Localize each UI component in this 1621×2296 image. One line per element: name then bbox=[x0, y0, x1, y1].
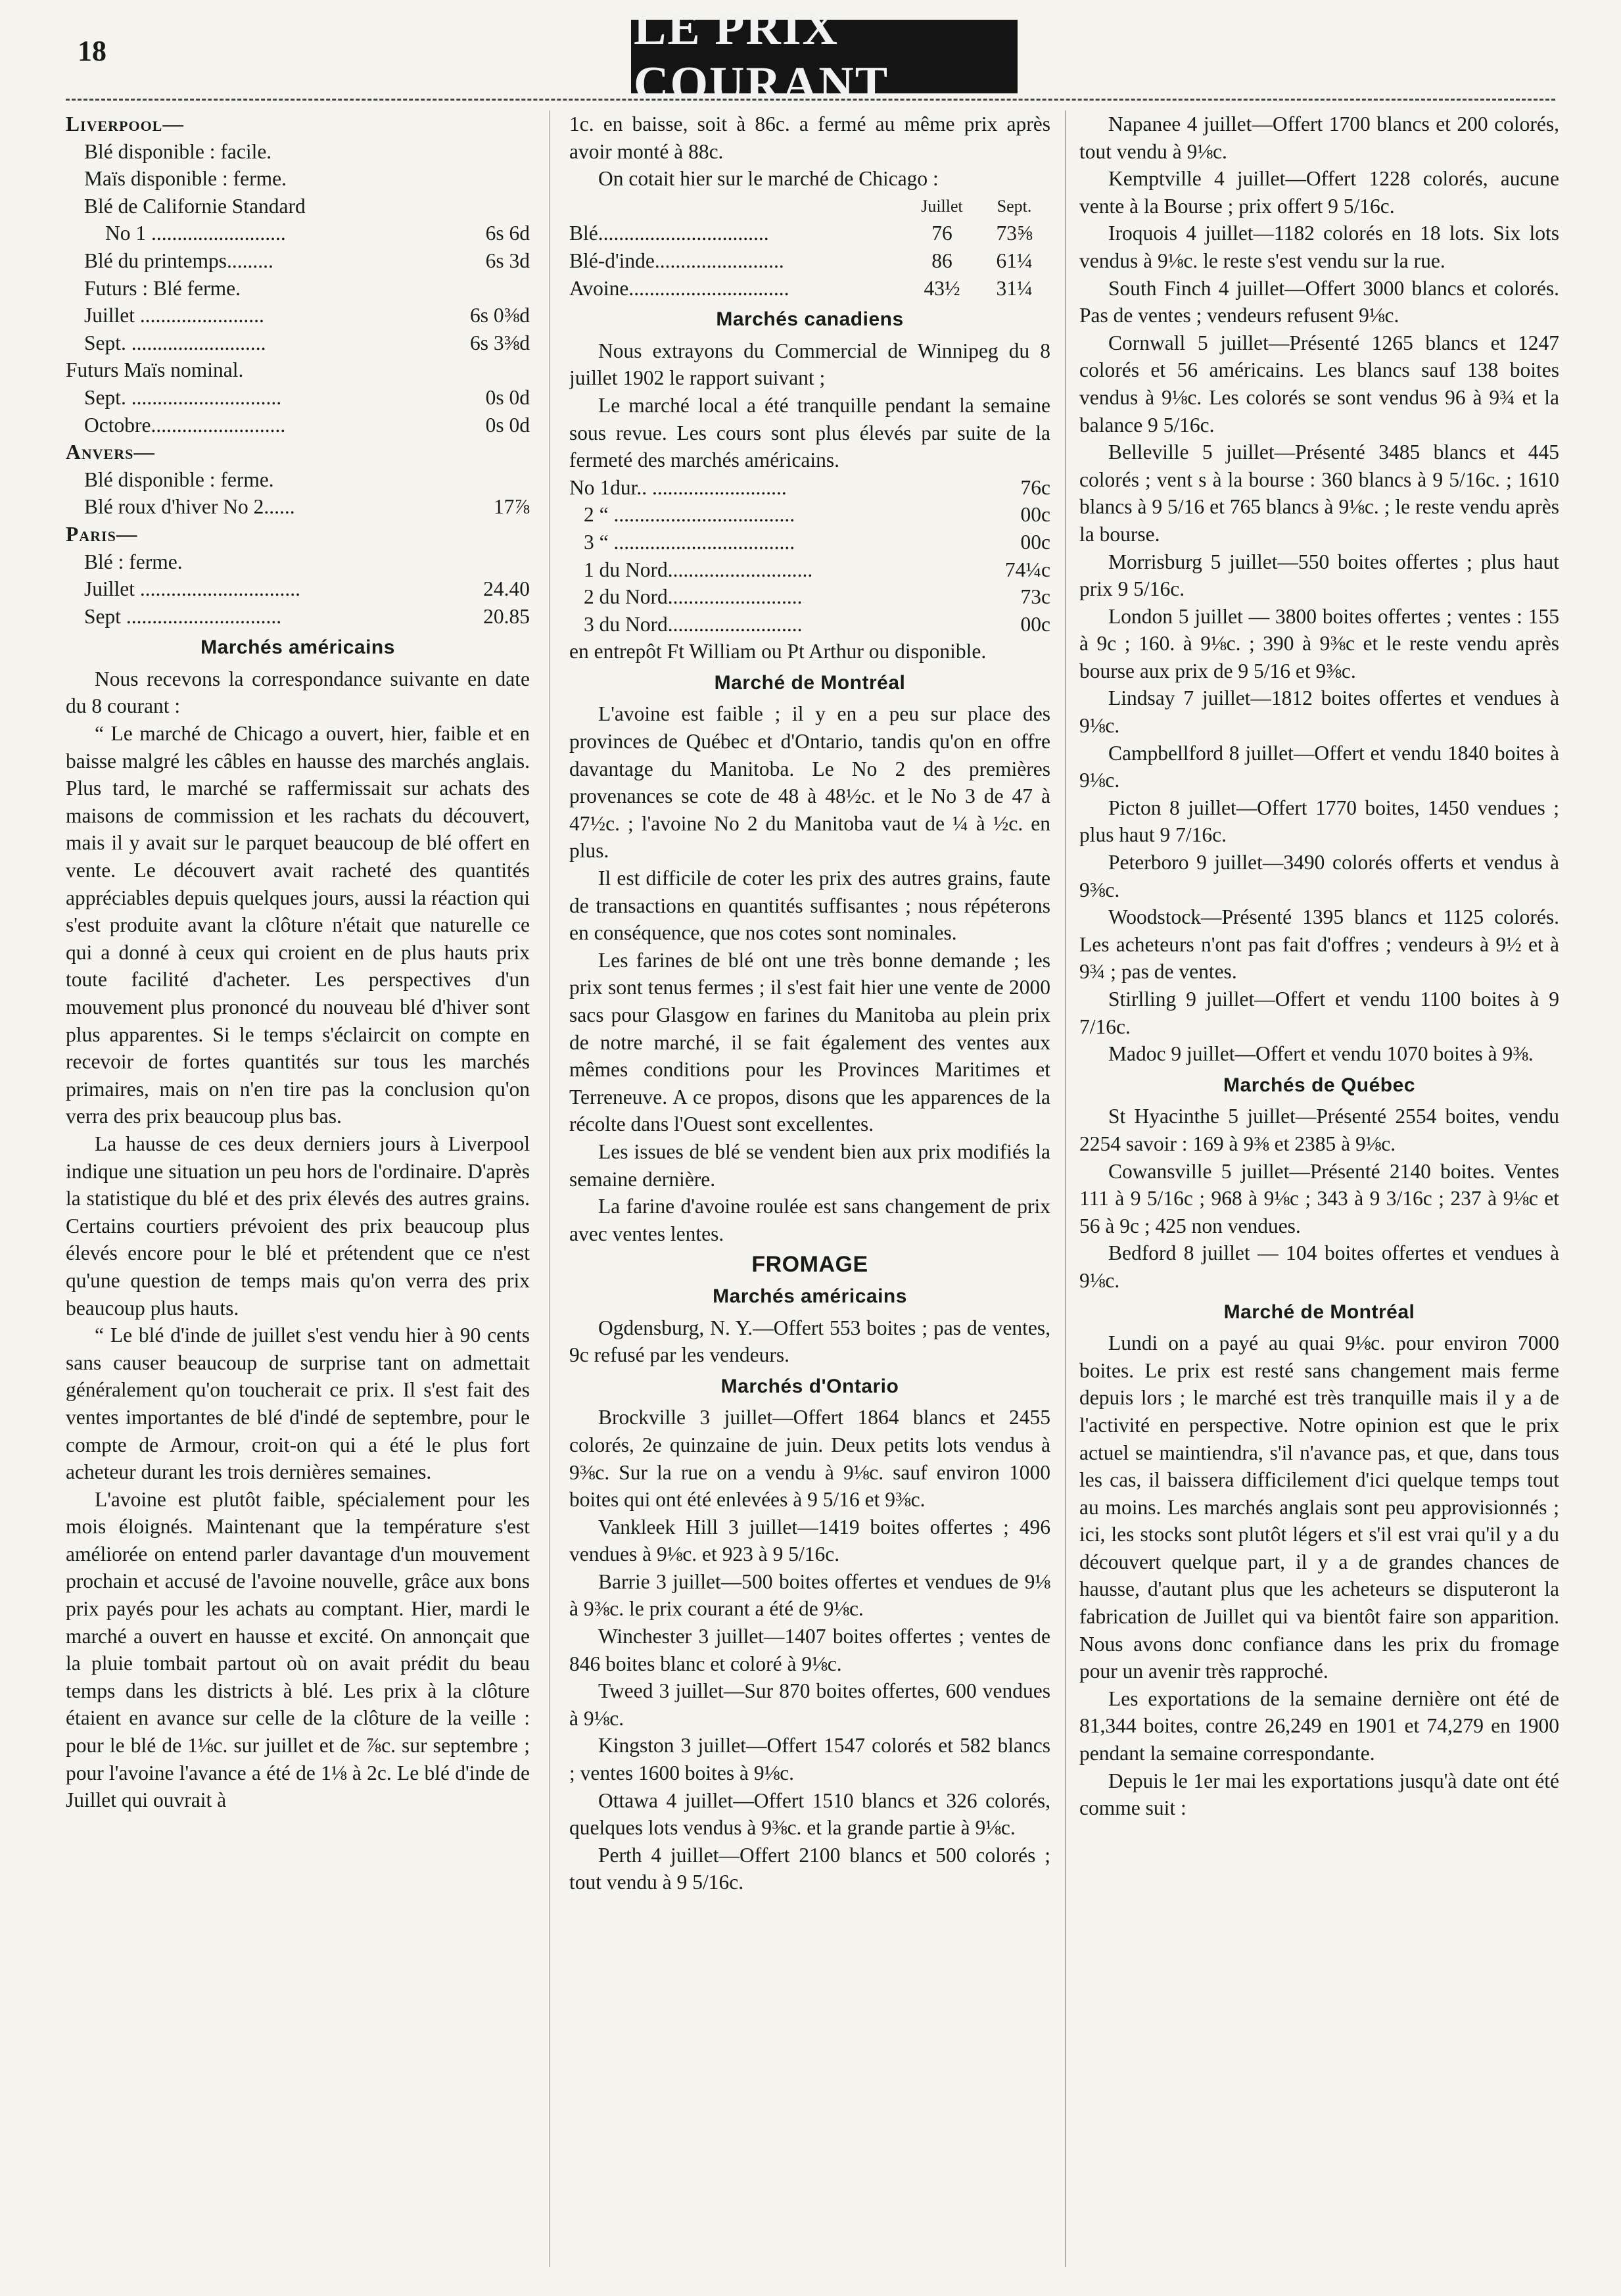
price-line: Juillet ........................ 6s 0⅜d bbox=[84, 304, 530, 327]
market-report: Stirlling 9 juillet—Offert et vendu 1100 boites à 9 7/16c. bbox=[1079, 988, 1559, 1038]
article-paragraph: La hausse de ces deux derniers jours à Liverpool indique une situation un peu hors de l'ordinaire. D'après la statistique du blé et des prix élevés des autres grains. Certains courtiers prévoient des prix beaucoup plus élevés encore pour le blé et prétendent que ce n'est qu'une question de temps mais qu'on verra des prix beaucoup plus hauts. bbox=[66, 1132, 530, 1320]
liverpool-lines bbox=[66, 138, 530, 439]
section-anvers: Anvers— bbox=[66, 441, 155, 464]
market-report: Cornwall 5 juillet—Présenté 1265 blancs et 1247 colorés et 56 américains. Les blancs sauf 138 boites vendus à 9⅛c. Les colorés se sont vendus 96 à 9¾ et la balance 9 5/16c. bbox=[1079, 331, 1559, 437]
price-line: Futurs Maïs nominal. bbox=[66, 358, 244, 382]
article-paragraph: en entrepôt Ft William ou Pt Arthur ou disponible. bbox=[569, 640, 987, 663]
heading-marches-quebec: Marchés de Québec bbox=[1223, 1074, 1415, 1096]
masthead-logo: LE PRIX COURANT bbox=[631, 20, 1018, 93]
column-3 bbox=[1079, 110, 1559, 2274]
article-paragraph: Nous extrayons du Commercial de Winnipeg du 8 juillet 1902 le rapport suivant ; bbox=[569, 339, 1050, 390]
market-report: Vankleek Hill 3 juillet—1419 boites offertes ; 496 vendues à 9⅛c. et 923 à 9 5/16c. bbox=[569, 1515, 1050, 1566]
heading-marches-americains: Marchés américains bbox=[200, 636, 395, 659]
price-line: Blé du printemps......... 6s 3d bbox=[84, 249, 530, 272]
price-line: Blé de Californie Standard bbox=[84, 194, 306, 218]
heading-marche-montreal-fromage: Marché de Montréal bbox=[1223, 1301, 1415, 1323]
market-report: Winchester 3 juillet—1407 boites offertes ; ventes de 846 boites blanc et coloré à 9⅛c. bbox=[569, 1625, 1050, 1675]
article-paragraph: “ Le blé d'inde de juillet s'est vendu hier à 90 cents sans causer beaucoup de surprise tant on admettait généralement qu'on toucherait ce prix. Il s'est fait des ventes importantes de blé d'indé de septembre, pour le compte de Armour, croit-on qui a été le plus fort acheteur durant les trois dernières semaines. bbox=[66, 1324, 530, 1484]
article-paragraph: “ Le marché de Chicago a ouvert, hier, faible et en baisse malgré les câbles en hausse des marchés anglais. Plus tard, le marché se raffermissait sur achats des maisons de commission et les rachats du découvert, mais il y avait sur le parquet beaucoup de blé offert en vente. Le découvert avait racheté des quantités appréciables depuis quelques jours, aussi la réaction qui s'est produite avant la clôture n'était que naturelle ce qui a donné à ceux qui croient en de plus hauts prix toute facilité d'acheter. Les perspectives d'un mouvement plus prononcé du nouveau blé d'hiver sont plus apparentes. Si le temps s'éclaircit on compte en recevoir de fortes quantités sur tous les marchés primaires, mais on n'en tire pas la conclusion qu'on verra des prix beaucoup plus bas. bbox=[66, 722, 530, 1128]
article-paragraph: La farine d'avoine roulée est sans changement de prix avec ventes lentes. bbox=[569, 1195, 1050, 1245]
article-paragraph: Depuis le 1er mai les exportations jusqu'à date ont été comme suit : bbox=[1079, 1769, 1559, 1820]
price-line: No 1dur.. .......................... 76c bbox=[569, 475, 1050, 499]
table-row: Avoine............................... 43½ 31¼ bbox=[569, 276, 1033, 300]
article-paragraph: Les farines de blé ont une très bonne demande ; les prix sont tenus fermes ; il s'est fait hier une vente de 2000 sacs pour Glasgow en farines du Manitoba au plein prix de notre marché, il se fait également des ventes aux mêmes conditions pour les Provinces Maritimes et Terreneuve. A ce propos, disons que les apparences de la récolte dans l'Ouest sont excellentes. bbox=[569, 948, 1050, 1136]
heading-marches-canadiens: Marchés canadiens bbox=[716, 308, 904, 331]
market-report: Iroquois 4 juillet—1182 colorés en 18 lots. Six lots vendus à 9⅛c. le reste s'est vendu sur la rue. bbox=[1079, 222, 1559, 272]
price-line: Octobre.......................... 0s 0d bbox=[84, 413, 530, 437]
article-paragraph: On cotait hier sur le marché de Chicago : bbox=[598, 167, 939, 191]
price-line: Blé roux d'hiver No 2...... 17⅞ bbox=[84, 495, 530, 519]
column-2 bbox=[569, 110, 1050, 2274]
market-report: Cowansville 5 juillet—Présenté 2140 boites. Ventes 111 à 9 5/16c ; 968 à 9⅛c ; 343 à 9 3/16c ; 237 à 9⅛c et 56 à 9c ; 425 non vendues. bbox=[1079, 1159, 1559, 1237]
column-1 bbox=[66, 110, 530, 2274]
price-line: Juillet ............................... 24.40 bbox=[84, 577, 530, 601]
market-report: Madoc 9 juillet—Offert et vendu 1070 boites à 9⅜. bbox=[1108, 1042, 1534, 1066]
chicago-table bbox=[569, 193, 1050, 302]
chicago-table-header: Juillet Sept. bbox=[921, 196, 1032, 216]
market-report: Belleville 5 juillet—Présenté 3485 blancs et 445 colorés ; vent s à la bourse : 360 blancs à 9 5/16c. ; 1610 blancs à 9 5/16 et 765 blancs à 9⅛c. ; le reste vendu après la bourse. bbox=[1079, 441, 1559, 546]
market-report: Lindsay 7 juillet—1812 boites offertes et vendues à 9⅛c. bbox=[1079, 686, 1559, 738]
winnipeg-prices bbox=[569, 474, 1050, 638]
table-row: Blé-d'inde......................... 86 61¼ bbox=[569, 249, 1033, 272]
price-line: Sept. ............................. 0s 0d bbox=[84, 385, 530, 409]
price-line: Blé disponible : facile. bbox=[84, 139, 272, 163]
price-line: 2 “ ................................... 00c bbox=[584, 503, 1050, 527]
article-paragraph: L'avoine est faible ; il y en a peu sur place des provinces de Québec et d'Ontario, tandis qu'on en offre davantage du Manitoba. Le No 2 des premières provenances se cote de 48 à 48½c. et le No 3 de 47 à 47½c. ; l'avoine No 2 du Manitoba vaut de ¼ à ½c. en plus. bbox=[569, 702, 1050, 863]
price-line: Maïs disponible : ferme. bbox=[84, 167, 287, 191]
market-report: Napanee 4 juillet—Offert 1700 blancs et 200 colorés, tout vendu à 9⅛c. bbox=[1079, 112, 1559, 163]
market-report: London 5 juillet — 3800 boites offertes ; ventes : 155 à 9c ; 160. à 9⅛c. ; 390 à 9⅜c et le reste vendu après bourse aux prix de 9 5/16 et 9⅜c. bbox=[1079, 604, 1559, 682]
table-row: Blé................................. 76 73⅝ bbox=[569, 222, 1033, 245]
heading-marche-montreal: Marché de Montréal bbox=[714, 671, 906, 694]
price-line: Futurs : Blé ferme. bbox=[84, 276, 241, 300]
section-paris: Paris— bbox=[66, 522, 138, 546]
market-report: Tweed 3 juillet—Sur 870 boites offertes, 600 vendues à 9⅛c. bbox=[569, 1679, 1050, 1730]
market-report: Perth 4 juillet—Offert 2100 blancs et 500 colorés ; tout vendu à 9 5/16c. bbox=[569, 1843, 1050, 1894]
article-paragraph: Le marché local a été tranquille pendant la semaine sous revue. Les cours sont plus élevés par suite de la fermeté des marchés américains. bbox=[569, 393, 1050, 472]
price-line: Blé disponible : ferme. bbox=[84, 467, 274, 491]
price-line: 3 du Nord.......................... 00c bbox=[584, 612, 1050, 636]
market-report: St Hyacinthe 5 juillet—Présenté 2554 boites, vendu 2254 savoir : 169 à 9⅜ et 2385 à 9⅛c. bbox=[1079, 1105, 1559, 1155]
market-report: Picton 8 juillet—Offert 1770 boites, 1450 vendues ; plus haut 9 7/16c. bbox=[1079, 796, 1559, 847]
market-report: Bedford 8 juillet — 104 boites offertes et vendues à 9⅛c. bbox=[1079, 1241, 1559, 1292]
article-paragraph: Lundi on a payé au quai 9⅛c. pour environ 7000 boites. Le prix est resté sans changement mais ferme depuis lors ; le marché est très tranquille mais il y a de l'activité en perspective. Notre opinion est que le prix actuel se maintiendra, s'il n'avance pas, et que, dans tous les cas, il baissera difficilement d'ici quelque temps tout au moins. Les marchés anglais sont peu approvisionnés ; ici, les stocks sont plutôt légers et s'il est vrai qu'il y a du découvert quelque part, il y a de grandes chances de hausse, d'autant plus que les acheteurs se disputeront la fabrication de Juillet qui va bientôt faire son apparition. Nous avons donc confiance dans les prix du fromage pour un avenir très rapproché. bbox=[1079, 1331, 1559, 1683]
price-line: 3 “ ................................... 00c bbox=[584, 530, 1050, 554]
price-line: 2 du Nord.......................... 73c bbox=[584, 585, 1050, 609]
article-paragraph: Il est difficile de coter les prix des autres grains, faute de transactions en quantités suffisantes ; nous répéterons en conséquence, que nos cotes sont nominales. bbox=[569, 867, 1050, 945]
market-report: Morrisburg 5 juillet—550 boites offertes ; plus haut prix 9 5/16c. bbox=[1079, 550, 1559, 601]
market-report: Kingston 3 juillet—Offert 1547 colorés et 582 blancs ; ventes 1600 boites à 9⅛c. bbox=[569, 1734, 1050, 1785]
heading-fromage: FROMAGE bbox=[751, 1252, 868, 1278]
heading-marches-ontario: Marchés d'Ontario bbox=[720, 1375, 899, 1397]
page-number: 18 bbox=[78, 35, 106, 67]
heading-fromage-marches-americains: Marchés américains bbox=[713, 1285, 907, 1307]
market-report: Barrie 3 juillet—500 boites offertes et vendues de 9⅛ à 9⅜c. le prix courant a été de 9⅛c. bbox=[569, 1569, 1050, 1621]
price-line: No 1 .......................... 6s 6d bbox=[105, 222, 530, 245]
market-report: Kemptville 4 juillet—Offert 1228 colorés, aucune vente à la Bourse ; prix offert 9 5/16c. bbox=[1079, 167, 1559, 218]
article-paragraph: 1c. en baisse, soit à 86c. a fermé au même prix après avoir monté à 88c. bbox=[569, 112, 1050, 163]
masthead-rule bbox=[66, 99, 1555, 101]
market-report: South Finch 4 juillet—Offert 3000 blancs et colorés. Pas de ventes ; vendeurs refusent 9⅛c. bbox=[1079, 276, 1559, 327]
price-line: Sept .............................. 20.85 bbox=[84, 604, 530, 628]
column-divider bbox=[1065, 110, 1066, 2267]
article-paragraph: Nous recevons la correspondance suivante en date du 8 courant : bbox=[66, 667, 530, 718]
market-report: Brockville 3 juillet—Offert 1864 blancs et 2455 colorés, 2e quinzaine de juin. Deux petits lots vendus à 9⅜c. Sur la rue on a vendu à 9⅛c. sauf environ 1000 boites qui ont été enlevées à 9 5/16 et 9⅜c. bbox=[569, 1406, 1050, 1512]
price-line: 1 du Nord............................ 74¼c bbox=[584, 558, 1050, 581]
market-report: Peterboro 9 juillet—3490 colorés offerts et vendus à 9⅜c. bbox=[1079, 851, 1559, 901]
price-line: Sept. .......................... 6s 3⅜d bbox=[84, 331, 530, 354]
market-report: Campbellford 8 juillet—Offert et vendu 1840 boites à 9⅛c. bbox=[1079, 741, 1559, 792]
market-report: Woodstock—Présenté 1395 blancs et 1125 colorés. Les acheteurs n'ont pas fait d'offres ; vendeurs à 9½ et à 9¾ ; pas de ventes. bbox=[1079, 905, 1559, 984]
article-paragraph: Les issues de blé se vendent bien aux prix modifiés la semaine dernière. bbox=[569, 1139, 1050, 1191]
article-paragraph: Les exportations de la semaine dernière ont été de 81,344 boites, contre 26,249 en 1901 et 74,279 en 1900 pendant la semaine correspondante. bbox=[1079, 1686, 1559, 1765]
section-liverpool: Liverpool— bbox=[66, 112, 184, 135]
article-paragraph: L'avoine est plutôt faible, spécialement pour les mois éloignés. Maintenant que la température s'est améliorée on entend parler davantage d'un mouvement prochain et accusé de l'avoine nouvelle, grâce aux bons prix payés pour les achats au comptant. Hier, mardi le marché a ouvert en hausse et excité. On annonçait que la pluie tombait partout où on avait prédit du beau temps dans les districts à blé. Les prix à la clôture étaient en avance sur celle de la clôture de la veille : pour le blé de 1⅛c. sur juillet et de ⅞c. sur septembre ; pour l'avoine l'avance a été de 1⅛ à 2c. Le blé d'inde de Juillet qui ouvrait à bbox=[66, 1487, 530, 1812]
article-paragraph: Ogdensburg, N. Y.—Offert 553 boites ; pas de ventes, 9c refusé par les vendeurs. bbox=[569, 1316, 1050, 1367]
market-report: Ottawa 4 juillet—Offert 1510 blancs et 326 colorés, quelques lots vendus à 9⅜c. et la grande partie à 9⅛c. bbox=[569, 1788, 1050, 1840]
price-line: Blé : ferme. bbox=[84, 550, 183, 573]
